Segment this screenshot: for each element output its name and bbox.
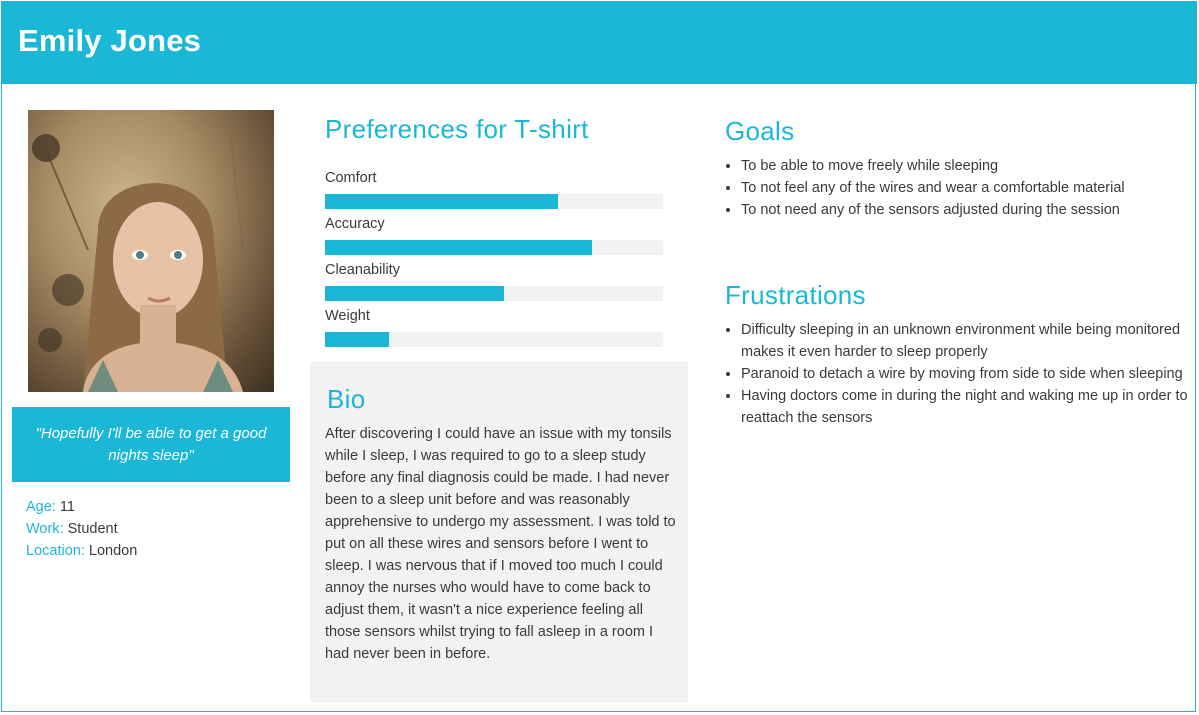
- preference-fill-accuracy: [325, 240, 592, 255]
- age-label: Age:: [26, 499, 56, 515]
- list-item: • To not feel any of the wires and wear a comfortable material: [741, 177, 1199, 199]
- goals-list: [723, 155, 1199, 221]
- list-item: • To be able to move freely while sleeping: [741, 155, 1199, 177]
- location-value: London: [88, 543, 138, 559]
- preference-bar-weight: [325, 332, 663, 347]
- frustrations-list: [723, 319, 1199, 429]
- persona-quote: "Hopefully I'll be able to get a good nights sleep": [35, 424, 267, 464]
- goals-title: Goals: [725, 116, 795, 146]
- preference-fill-comfort: [325, 194, 558, 209]
- list-item: • Paranoid to detach a wire by moving from side to side when sleeping: [741, 363, 1199, 385]
- age-value: 11: [59, 499, 75, 515]
- header-bar: [1, 1, 1197, 84]
- work-value: Student: [67, 521, 118, 537]
- preference-label-accuracy: Accuracy: [325, 216, 385, 232]
- bio-text: After discovering I could have an issue with my tonsils while I sleep, I was required to go to a sleep study before any final diagnosis could be made. I had never been to a sleep unit before and was reasonably apprehensive to undergo my assessment. I was told to put on all these wires and sensors before I went to sleep. I was nervous that if I moved too much I could annoy the nurses who would have to come back to adjust them, it wasn't a nice experience feeling all those sensors whilst trying to fall asleep in a room I had never been in before.: [325, 426, 676, 662]
- preferences-title: Preferences for T-shirt: [325, 114, 589, 144]
- quote-box: [12, 407, 290, 482]
- frustrations-title: Frustrations: [725, 280, 866, 310]
- work-label: Work:: [26, 521, 64, 537]
- preference-bar-comfort: [325, 194, 663, 209]
- bio-title: Bio: [327, 384, 366, 414]
- preference-label-weight: Weight: [325, 308, 370, 324]
- age-row: [26, 499, 75, 515]
- list-item: • Difficulty sleeping in an unknown environment while being monitored makes it even harder to sleep properly: [741, 319, 1199, 363]
- preference-label-cleanability: Cleanability: [325, 262, 400, 278]
- location-label: Location:: [26, 543, 85, 559]
- list-item: • To not need any of the sensors adjusted during the session: [741, 199, 1199, 221]
- preference-label-comfort: Comfort: [325, 170, 377, 186]
- location-row: [26, 543, 137, 559]
- work-row: [26, 521, 118, 537]
- persona-photo: [28, 110, 274, 392]
- list-item: • Having doctors come in during the night and waking me up in order to reattach the sensors: [741, 385, 1199, 429]
- preference-fill-cleanability: [325, 286, 504, 301]
- preference-fill-weight: [325, 332, 389, 347]
- preference-bar-cleanability: [325, 286, 663, 301]
- preference-bar-accuracy: [325, 240, 663, 255]
- persona-name: Emily Jones: [18, 23, 202, 58]
